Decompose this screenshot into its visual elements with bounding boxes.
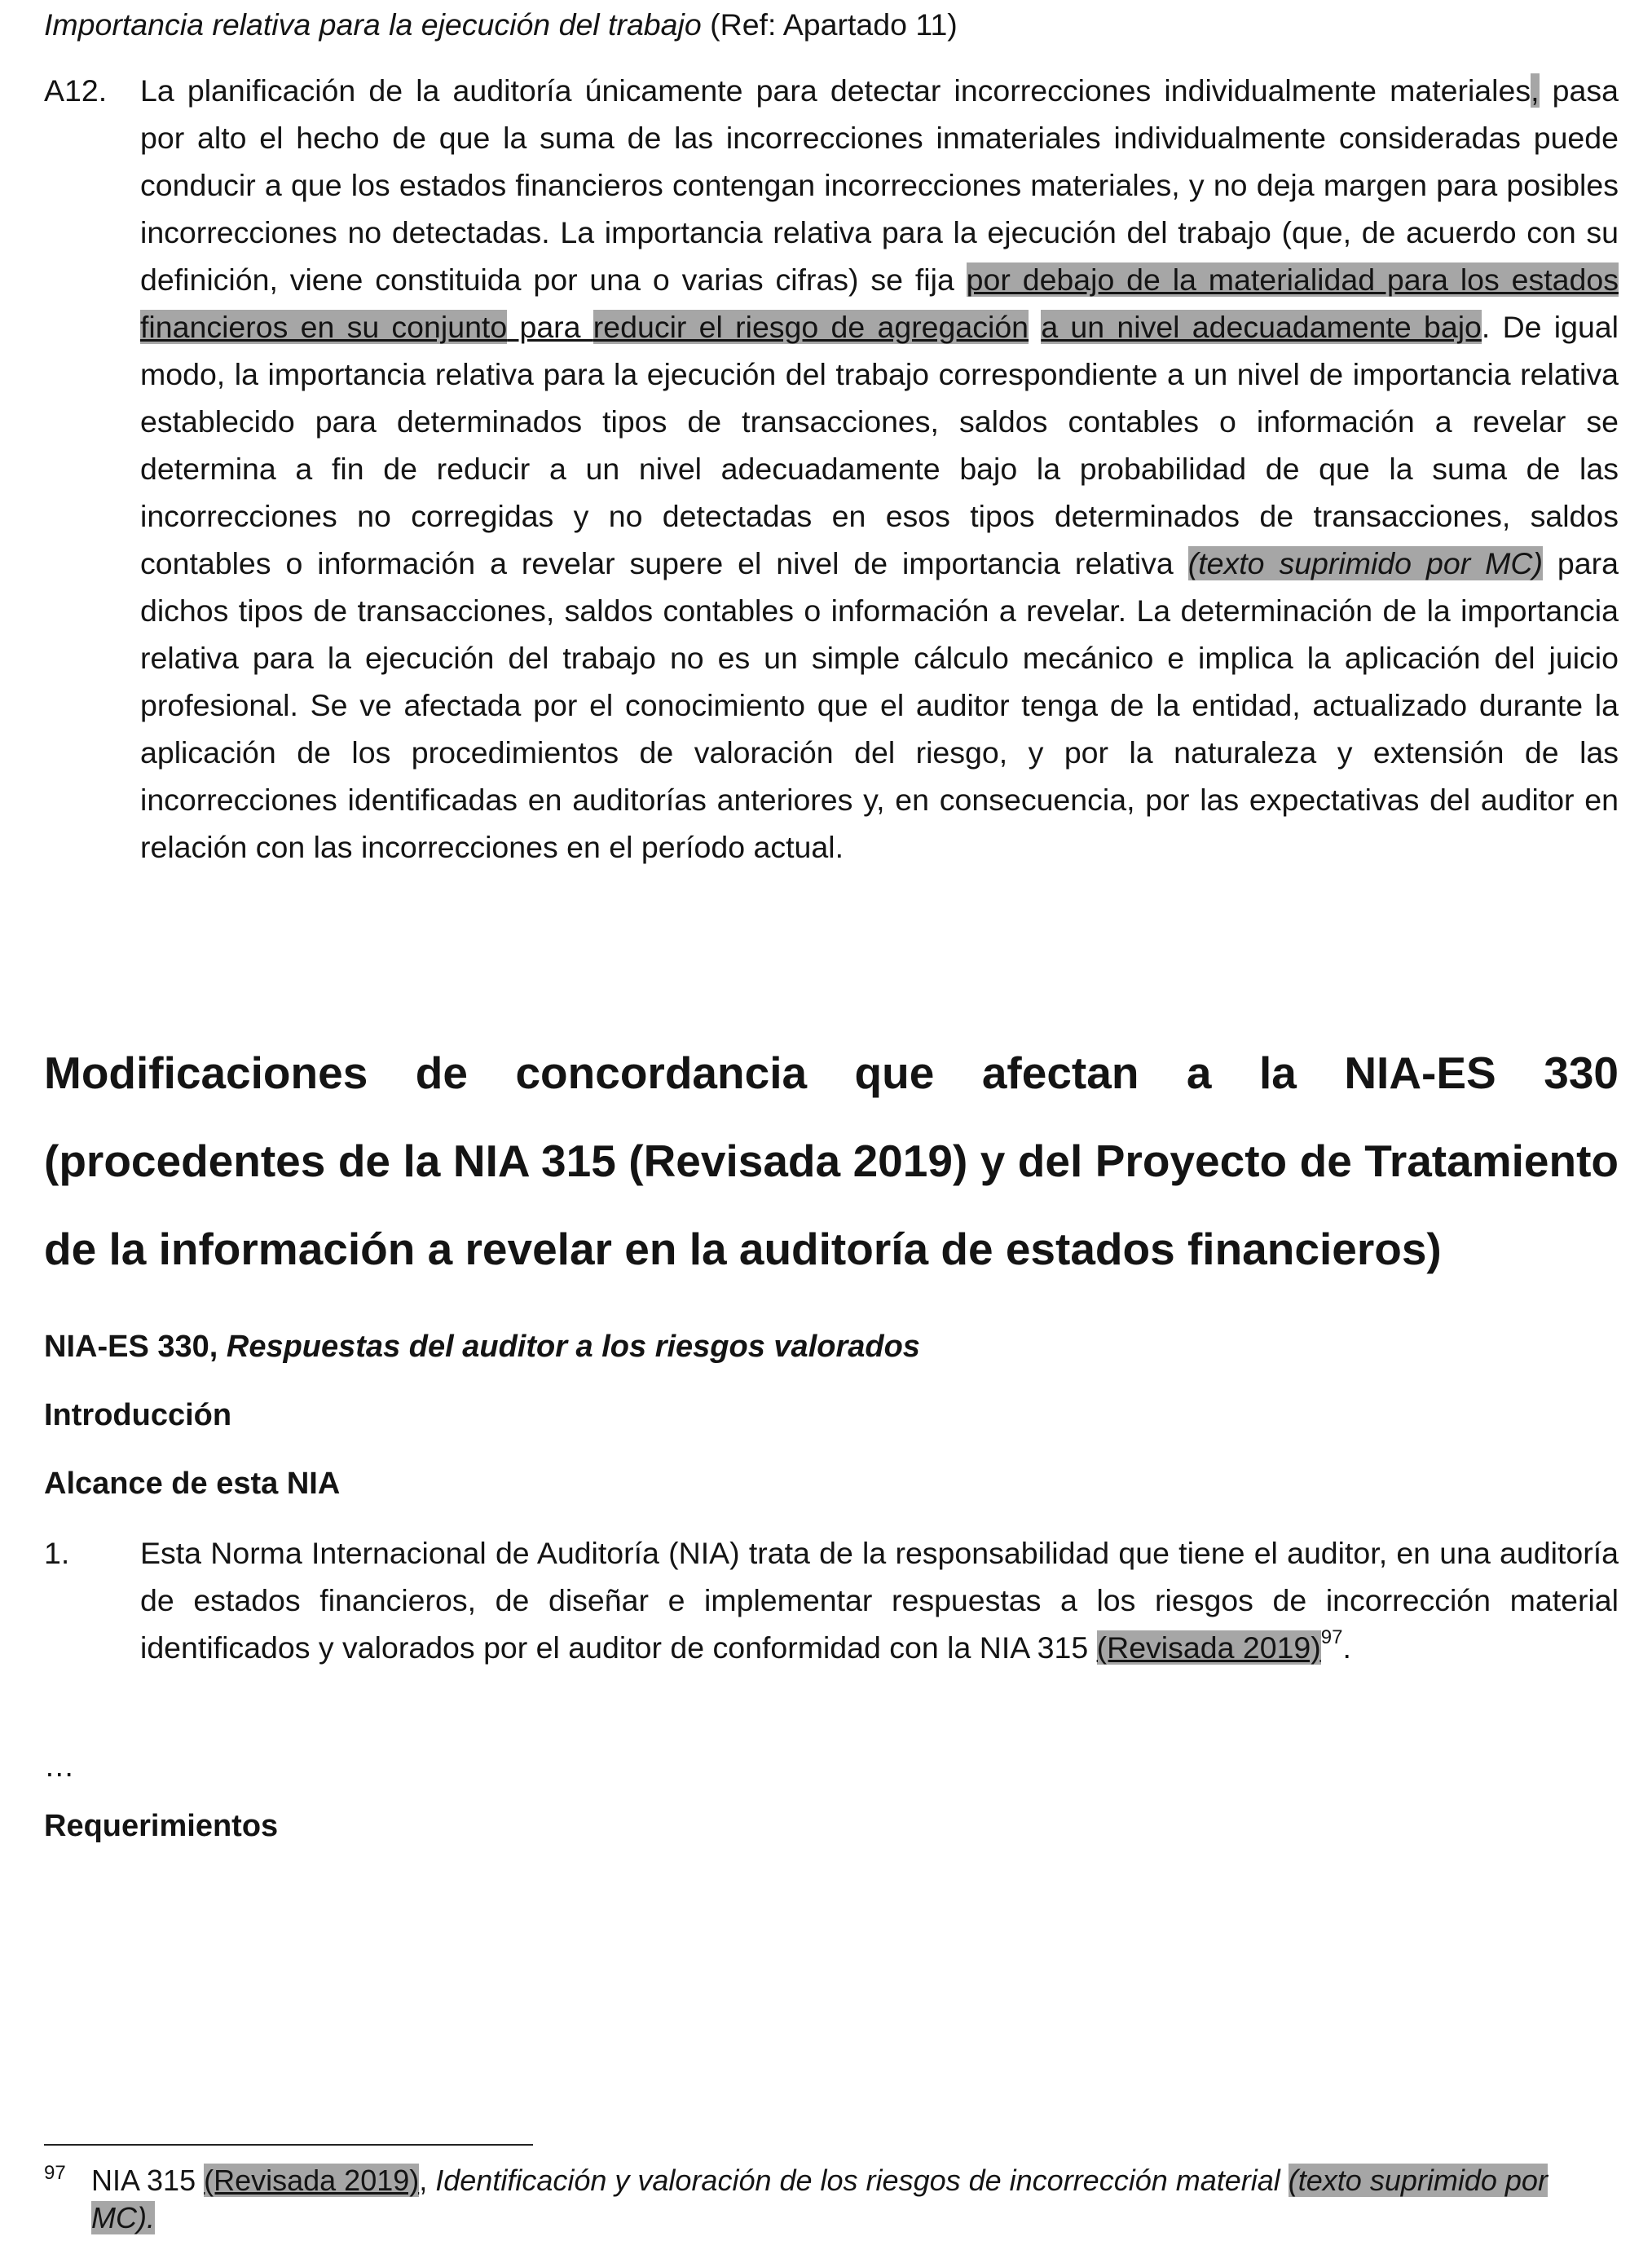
scope-heading: Alcance de esta NIA <box>44 1467 341 1501</box>
text-run <box>1029 310 1041 344</box>
text-run: para dichos tipos de transacciones, saldos contables o información a revelar. La determinación de la importancia relativa para la ejecución del trabajo no es un simple cálculo mecánico e implica la aplicación del juicio profesional. Se ve afectada por el conocimiento que el auditor tenga de la entidad, actualizado durante la aplicación de los procedimientos de valoración del riesgo, y por la naturaleza y extensión de las incorrecciones identificadas en auditorías anteriores y, en consecuencia, por las expectativas del auditor en relación con las incorrecciones en el período actual. <box>140 546 1619 864</box>
paragraph-number: A12. <box>44 73 108 108</box>
footnote-number: 97 <box>44 2162 66 2184</box>
text-run: . De igual modo, la importancia relativa para la ejecución del trabajo correspondiente a un nivel de importancia relativa establecido para determinados tipos de transacciones, saldos contables o información a revelar se determina a fin de reducir a un nivel adecuadamente bajo la probabilidad de que la suma de las incorrecciones no corregidas y no detectadas en esos tipos determinados de transacciones, saldos contables o información a revelar supere el nivel de importancia relativa <box>140 310 1619 580</box>
paragraph-body <box>140 1529 1619 1671</box>
text-run: , <box>419 2164 436 2197</box>
footnote-reference[interactable]: 97 <box>1320 1626 1343 1648</box>
text-run: NIA 315 <box>91 2164 205 2197</box>
standard-title <box>44 1326 920 1368</box>
suppressed-text-note: (texto suprimido por MC). <box>91 2164 1548 2234</box>
highlighted-insertion: por debajo de la materialidad para los estados financieros en su conjunto <box>140 262 1619 344</box>
footnote-divider <box>44 2144 533 2146</box>
footnote-title-italic: Identificación y valoración de los riesgos de incorrección material <box>435 2164 1280 2197</box>
paragraph-body <box>140 67 1619 871</box>
standard-code: NIA-ES 330, <box>44 1330 227 1364</box>
main-heading: Modificaciones de concordancia que afectan a la NIA-ES 330 (procedentes de la NIA 315 (Revisada 2019) y del Proyecto de Tratamiento de la información a revelar en la auditoría de estados financieros) <box>44 1048 1619 1274</box>
section-title <box>44 3 958 46</box>
section-title-ref: (Ref: Apartado 11) <box>701 7 958 42</box>
paragraph-number: 1. <box>44 1536 70 1570</box>
highlighted-insertion: (Revisada 2019) <box>204 2164 420 2197</box>
text-run: Esta Norma Internacional de Auditoría (NIA) trata de la responsabilidad que tiene el auditor, en una auditoría de estados financieros, de diseñar e implementar respuestas a los riesgos de incorrección material identificados y valorados por el auditor de conformidad con la NIA 315 <box>140 1536 1619 1665</box>
text-run: . <box>1342 1630 1351 1665</box>
intro-heading: Introducción <box>44 1398 232 1432</box>
underlined-insertion: para <box>507 310 593 344</box>
standard-title-italic: Respuestas del auditor a los riesgos valorados <box>226 1330 920 1364</box>
suppressed-text-note: (texto suprimido por MC) <box>1187 546 1543 580</box>
text-run <box>1280 2164 1289 2197</box>
requirements-heading: Requerimientos <box>44 1809 279 1843</box>
text-run: La planificación de la auditoría únicamente para detectar incorrecciones individualmente materiales <box>140 73 1531 108</box>
highlighted-insertion: a un nivel adecuadamente bajo <box>1041 310 1482 344</box>
footnote-text <box>91 2162 1619 2237</box>
highlighted-comma: , <box>1531 73 1540 108</box>
section-title-italic: Importancia relativa para la ejecución del trabajo <box>44 7 702 42</box>
ellipsis: … <box>44 1749 75 1783</box>
highlighted-insertion: (Revisada 2019) <box>1096 1630 1321 1665</box>
highlighted-insertion: reducir el riesgo de agregación <box>593 310 1029 344</box>
text-run: pasa por alto el hecho de que la suma de las incorrecciones inmateriales individualmente consideradas puede conducir a que los estados financieros contengan incorrecciones materiales, y no deja margen para posibles incorrecciones no detectadas. La importancia relativa para la ejecución del trabajo (que, de acuerdo con su definición, viene constituida por una o varias cifras) se fija <box>140 73 1619 297</box>
